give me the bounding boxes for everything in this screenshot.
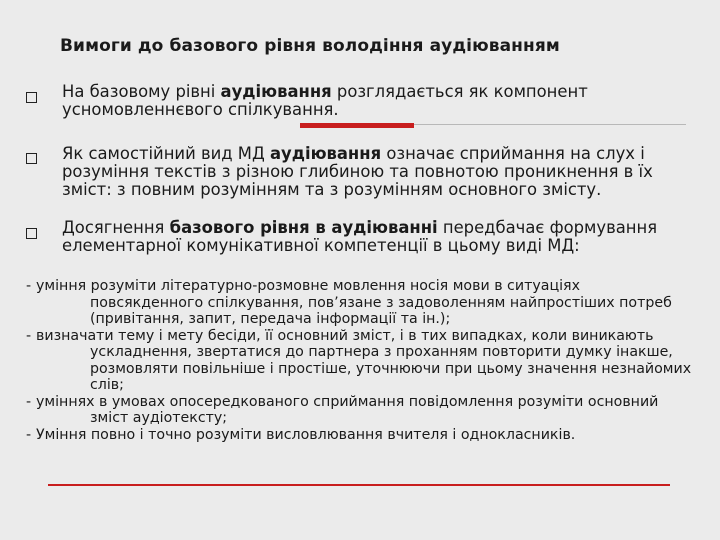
bullet-bold-text: базового рівня в аудіюванні xyxy=(169,218,438,237)
bullet-text: На базовому рівні xyxy=(62,82,221,101)
bullet-item-1 xyxy=(62,83,687,119)
list-item xyxy=(26,278,692,328)
list-item-text: Уміння повно і точно розуміти висловлювання вчителя і однокласників. xyxy=(36,426,576,443)
bullet-item-3 xyxy=(62,219,687,255)
dash-marker: - xyxy=(26,426,32,443)
slide-title: Вимоги до базового рівня володіння аудіюванням xyxy=(60,36,560,56)
bullet-text: передбачає формування елементарної комунікативної компетенції в цьому виді МД: xyxy=(62,218,658,255)
dash-marker: - xyxy=(26,278,32,294)
list-item-text: визначати тему і мету бесіди, її основний зміст, і в тих випадках, коли виникають ускладнення, звертатися до партнера з проханням повторити думку інакше, розмовляти повільніше і простіше, уточнюючи при цьому значення незнайомих слів; xyxy=(36,327,692,393)
bullet-text: Як самостійний вид МД xyxy=(62,144,270,163)
dash-marker: - xyxy=(26,327,32,344)
list-item xyxy=(26,394,692,427)
bullet-square-icon xyxy=(26,92,37,103)
dash-marker: - xyxy=(26,393,32,410)
list-item-text: уміння розуміти літературно-розмовне мовлення носія мови в ситуаціях повсякденного спілкування, пов’язане з задоволенням найпростіших потреб (привітання, запит, передача інформації та ін.); xyxy=(36,278,672,327)
bullet-text: розглядається як компонент усномовленнєвого спілкування. xyxy=(62,82,588,119)
sub-list xyxy=(26,278,692,443)
bullet-square-icon xyxy=(26,153,37,164)
divider-line xyxy=(414,124,686,125)
bullet-bold-text: аудіювання xyxy=(269,144,382,163)
bullet-square-icon xyxy=(26,228,37,239)
bottom-accent-line xyxy=(48,484,670,486)
bullet-text: Досягнення xyxy=(62,218,170,237)
accent-divider xyxy=(300,123,414,128)
bullet-item-2 xyxy=(62,145,687,199)
list-item xyxy=(26,427,692,444)
list-item xyxy=(26,328,692,394)
list-item-text: уміннях в умовах опосередкованого сприймання повідомлення розуміти основний зміст аудіотексту; xyxy=(36,393,659,426)
bullet-bold-text: аудіювання xyxy=(220,82,332,101)
bullet-text: означає сприймання на слух і розуміння текстів з різною глибиною та повнотою проникнення в їх зміст: з повним розумінням та з розумінням основного змісту. xyxy=(62,144,653,199)
